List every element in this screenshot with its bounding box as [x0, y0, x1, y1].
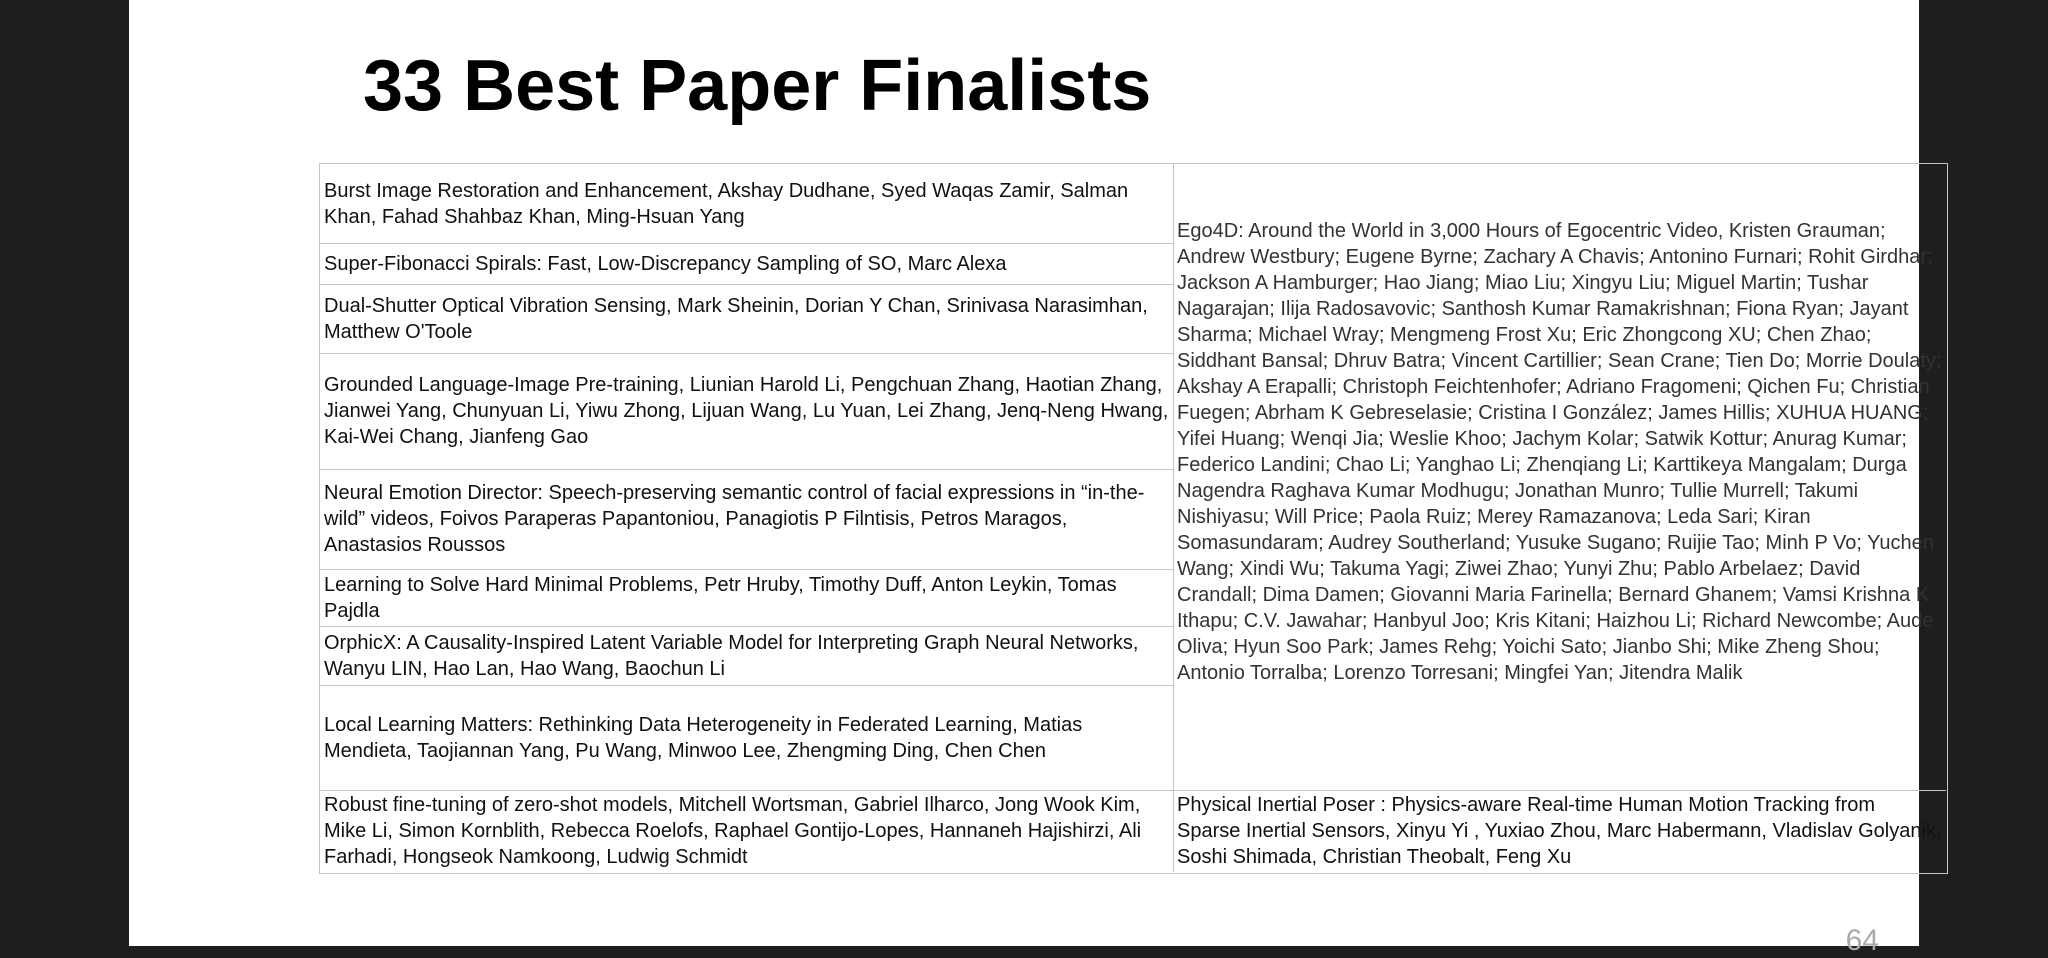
table-cell: [320, 626, 1173, 685]
table-cell: [320, 353, 1173, 469]
table-cell: [320, 469, 1173, 569]
paper-entry: Burst Image Restoration and Enhancement, Akshay Dudhane, Syed Waqas Zamir, Salman Khan, Fahad Shahbaz Khan, Ming-Hsuan Yang: [324, 179, 1129, 228]
table-cell: [320, 164, 1173, 243]
paper-entry: Neural Emotion Director: Speech-preserving semantic control of facial expressions in “in-the-wild” videos, Foivos Paraperas Papantoniou, Panagiotis P Filntisis, Petros Maragos, Anastasios Roussos: [324, 482, 1145, 556]
table-cell: [320, 243, 1173, 284]
paper-entry: Robust fine-tuning of zero-shot models, Mitchell Wortsman, Gabriel Ilharco, Jong Wook Kim, Mike Li, Simon Kornblith, Rebecca Roelofs, Raphael Gontijo-Lopes, Hannaneh Hajishirzi, Ali Farhadi, Hongseok Namkoong, Ludwig Schmidt: [324, 794, 1142, 868]
slide: [129, 0, 1942, 957]
slide-title: 33 Best Paper Finalists: [363, 46, 1152, 126]
paper-entry: Learning to Solve Hard Minimal Problems, Petr Hruby, Timothy Duff, Anton Leykin, Tomas Pajdla: [324, 573, 1117, 622]
paper-entry: Grounded Language-Image Pre-training, Liunian Harold Li, Pengchuan Zhang, Haotian Zhang, Jianwei Yang, Chunyuan Li, Yiwu Zhong, Lijuan Wang, Lu Yuan, Lei Zhang, Jenq-Neng Hwang, Kai-Wei Chang, Jianfeng Gao: [324, 374, 1169, 448]
table-cell: [1173, 790, 1946, 872]
paper-entry: Dual-Shutter Optical Vibration Sensing, Mark Sheinin, Dorian Y Chan, Srinivasa Narasimhan, Matthew O'Toole: [324, 294, 1148, 343]
paper-entry: OrphicX: A Causality-Inspired Latent Variable Model for Interpreting Graph Neural Networks, Wanyu LIN, Hao Lan, Hao Wang, Baochun Li: [324, 631, 1139, 680]
page-number: 64: [1845, 924, 1879, 957]
finalists-table: [319, 163, 1948, 874]
paper-entry: Super-Fibonacci Spirals: Fast, Low-Discrepancy Sampling of SO, Marc Alexa: [324, 252, 1007, 275]
table-cell: [1173, 164, 1946, 790]
paper-entry: Local Learning Matters: Rethinking Data Heterogeneity in Federated Learning, Matias Mendieta, Taojiannan Yang, Pu Wang, Minwoo Lee, Zhengming Ding, Chen Chen: [324, 713, 1083, 762]
table-cell: [320, 284, 1173, 353]
paper-entry: Ego4D: Around the World in 3,000 Hours of Egocentric Video, Kristen Grauman; Andrew Westbury; Eugene Byrne; Zachary A Chavis; Antonino Furnari; Rohit Girdhar; Jackson A Hamburger; Hao Jiang; Miao Liu; Xingyu Liu; Miguel Martin; Tushar Nagarajan; Ilija Radosavovic; Santhosh Kumar Ramakrishnan; Fiona Ryan; Jayant Sharma; Michael Wray; Mengmeng Frost Xu; Eric Zhongcong XU; Chen Zhao; Siddhant Bansal; Dhruv Batra; Vincent Cartillier; Sean Crane; Tien Do; Morrie Doulaty; Akshay A Erapalli; Christoph Feichtenhofer; Adriano Fragomeni; Qichen Fu; Christian Fuegen; Abrham K Gebreselasie; Cristina I González; James Hillis; XUHUA HUANG; Yifei Huang; Wenqi Jia; Weslie Khoo; Jachym Kolar; Satwik Kottur; Anurag Kumar; Federico Landini; Chao Li; Yanghao Li; Zhenqiang Li; Karttikeya Mangalam; Durga Nagendra Raghava Kumar Modhugu; Jonathan Munro; Tullie Murrell; Takumi Nishiyasu; Will Price; Paola Ruiz; Merey Ramazanova; Leda Sari; Kiran Somasundaram; Audrey Southerland; Yusuke Sugano; Ruijie Tao; Minh P Vo; Yuchen Wang; Xindi Wu; Takuma Yagi; Ziwei Zhao; Yunyi Zhu; Pablo Arbelaez; David Crandall; Dima Damen; Giovanni Maria Farinella; Bernard Ghanem; Vamsi Krishna K Ithapu; C.V. Jawahar; Hanbyul Joo; Kris Kitani; Haizhou Li; Richard Newcombe; Aude Oliva; Hyun Soo Park; James Rehg; Yoichi Sato; Jianbo Shi; Mike Zheng Shou; Antonio Torralba; Lorenzo Torresani; Mingfei Yan; Jitendra Malik: [1177, 220, 1942, 684]
table-cell: [320, 569, 1173, 626]
table-cell: [320, 685, 1173, 790]
paper-entry: Physical Inertial Poser : Physics-aware Real-time Human Motion Tracking from Sparse Inertial Sensors, Xinyu Yi , Yuxiao Zhou, Marc Habermann, Vladislav Golyanik, Soshi Shimada, Christian Theobalt, Feng Xu: [1177, 794, 1942, 868]
table-cell: [320, 790, 1173, 872]
